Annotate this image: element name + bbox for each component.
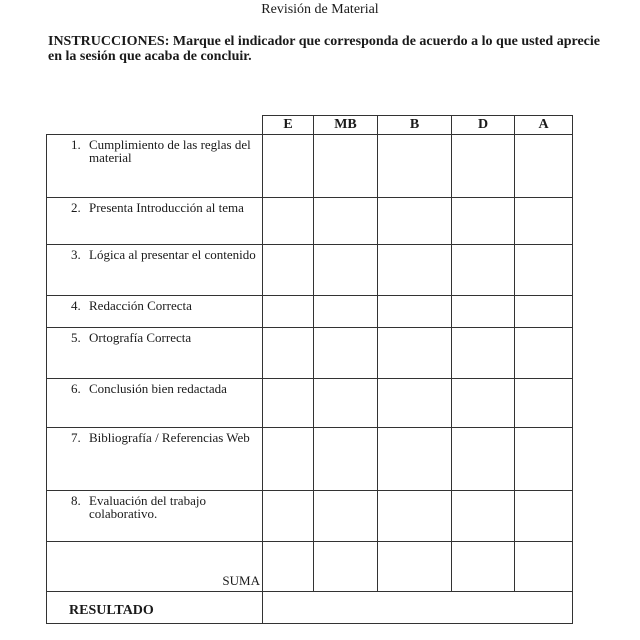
rating-cell-b[interactable] — [378, 428, 452, 491]
criterion-label-cell — [47, 296, 263, 328]
rating-cell-d[interactable] — [452, 198, 515, 245]
header-row — [47, 116, 573, 135]
instructions-text: INSTRUCCIONES: Marque el indicador que corresponda de acuerdo a lo que usted aprecie en la sesión que acaba de concluir. — [48, 34, 600, 64]
sum-cell-b[interactable] — [378, 542, 452, 592]
criterion-number: 4. — [71, 298, 81, 313]
rating-cell-mb[interactable] — [314, 296, 378, 328]
rating-cell-d[interactable] — [452, 491, 515, 542]
criterion-label: Cumplimiento de las reglas del material — [89, 137, 251, 165]
criterion-label-cell — [47, 198, 263, 245]
rating-cell-b[interactable] — [378, 328, 452, 379]
sum-cell-a[interactable] — [515, 542, 573, 592]
rating-cell-a[interactable] — [515, 296, 573, 328]
rating-cell-d[interactable] — [452, 328, 515, 379]
criterion-row — [47, 245, 573, 296]
criterion-label-cell — [47, 428, 263, 491]
evaluation-table — [46, 115, 573, 624]
criterion-number: 1. — [71, 137, 81, 152]
criterion-row — [47, 135, 573, 198]
sum-cell-e[interactable] — [263, 542, 314, 592]
column-header-a: A — [515, 116, 573, 135]
rating-cell-b[interactable] — [378, 135, 452, 198]
rating-cell-e[interactable] — [263, 198, 314, 245]
rating-cell-e[interactable] — [263, 328, 314, 379]
criterion-row — [47, 198, 573, 245]
column-header-e: E — [263, 116, 314, 135]
column-header-b: B — [378, 116, 452, 135]
rating-cell-mb[interactable] — [314, 245, 378, 296]
rating-cell-d[interactable] — [452, 428, 515, 491]
criterion-label: Presenta Introducción al tema — [89, 200, 244, 215]
rating-cell-mb[interactable] — [314, 379, 378, 428]
rating-cell-a[interactable] — [515, 491, 573, 542]
criterion-label: Ortografía Correcta — [89, 330, 192, 345]
criterion-label: Lógica al presentar el contenido — [89, 247, 256, 262]
criterion-number: 7. — [71, 430, 81, 445]
rating-cell-mb[interactable] — [314, 428, 378, 491]
header-corner — [47, 116, 263, 135]
rating-cell-a[interactable] — [515, 198, 573, 245]
criterion-number: 3. — [71, 247, 81, 262]
rating-cell-d[interactable] — [452, 379, 515, 428]
criterion-label: Conclusión bien redactada — [89, 381, 227, 396]
document-title: Revisión de Material — [261, 2, 379, 17]
rating-cell-e[interactable] — [263, 379, 314, 428]
criterion-label-cell — [47, 135, 263, 198]
rating-cell-a[interactable] — [515, 328, 573, 379]
rating-cell-a[interactable] — [515, 245, 573, 296]
rating-cell-e[interactable] — [263, 135, 314, 198]
rating-cell-mb[interactable] — [314, 491, 378, 542]
criterion-row — [47, 328, 573, 379]
rating-cell-b[interactable] — [378, 296, 452, 328]
criterion-row — [47, 491, 573, 542]
column-header-mb: MB — [314, 116, 378, 135]
rating-cell-b[interactable] — [378, 379, 452, 428]
rating-cell-a[interactable] — [515, 135, 573, 198]
rating-cell-e[interactable] — [263, 296, 314, 328]
result-cell[interactable] — [263, 592, 573, 624]
rating-cell-d[interactable] — [452, 296, 515, 328]
rating-cell-e[interactable] — [263, 428, 314, 491]
criterion-number: 6. — [71, 381, 81, 396]
rating-cell-d[interactable] — [452, 135, 515, 198]
criterion-number: 8. — [71, 493, 81, 508]
rating-cell-d[interactable] — [452, 245, 515, 296]
criterion-label-cell — [47, 245, 263, 296]
rating-cell-mb[interactable] — [314, 198, 378, 245]
sum-cell-mb[interactable] — [314, 542, 378, 592]
criterion-label-cell — [47, 491, 263, 542]
criterion-row — [47, 296, 573, 328]
criterion-row — [47, 379, 573, 428]
sum-cell-d[interactable] — [452, 542, 515, 592]
sum-row — [47, 542, 573, 592]
criterion-label-cell — [47, 379, 263, 428]
rating-cell-b[interactable] — [378, 198, 452, 245]
sum-label: SUMA — [47, 542, 263, 592]
criterion-label: Evaluación del trabajo colaborativo. — [89, 493, 206, 521]
column-header-d: D — [452, 116, 515, 135]
rating-cell-a[interactable] — [515, 428, 573, 491]
result-label: RESULTADO — [47, 592, 263, 624]
criterion-label-cell — [47, 328, 263, 379]
result-row — [47, 592, 573, 624]
criterion-label: Redacción Correcta — [89, 298, 192, 313]
rating-cell-b[interactable] — [378, 491, 452, 542]
criterion-row — [47, 428, 573, 491]
rating-cell-mb[interactable] — [314, 135, 378, 198]
rating-cell-e[interactable] — [263, 245, 314, 296]
rating-cell-b[interactable] — [378, 245, 452, 296]
rating-cell-a[interactable] — [515, 379, 573, 428]
rating-cell-e[interactable] — [263, 491, 314, 542]
rating-cell-mb[interactable] — [314, 328, 378, 379]
criterion-number: 2. — [71, 200, 81, 215]
criterion-number: 5. — [71, 330, 81, 345]
criterion-label: Bibliografía / Referencias Web — [89, 430, 250, 445]
